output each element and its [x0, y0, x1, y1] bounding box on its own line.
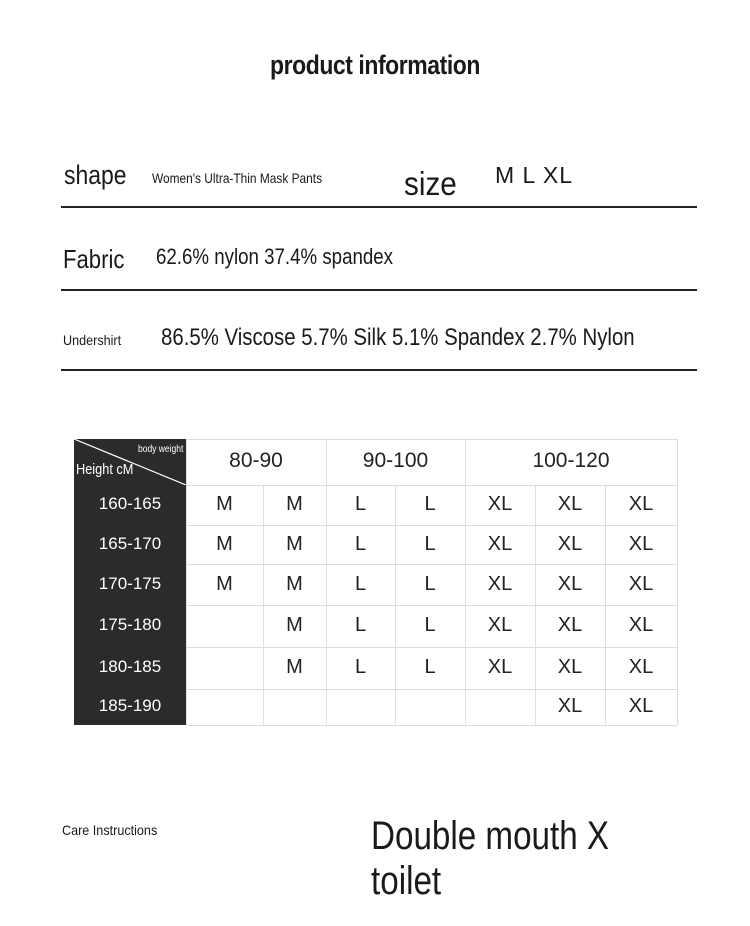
shape-value: Women's Ultra-Thin Mask Pants — [152, 170, 323, 186]
size-cell: XL — [557, 614, 583, 636]
size-cell: M — [286, 572, 303, 595]
care-label: Care Instructions — [62, 822, 158, 838]
grid-line — [677, 439, 678, 725]
size-cell: L — [354, 572, 367, 595]
care-value: Double mouth X toilet — [371, 814, 610, 903]
size-label: size — [404, 165, 457, 202]
grid-line — [535, 485, 536, 725]
size-cell: XL — [557, 532, 583, 555]
height-label: 165-170 — [98, 533, 162, 553]
undershirt-value: 86.5% Viscose 5.7% Silk 5.1% Spandex 2.7% Nylon — [161, 324, 635, 351]
size-cell: XL — [487, 614, 513, 636]
grid-line — [186, 689, 677, 690]
grid-line — [186, 525, 677, 526]
size-cell: L — [354, 532, 367, 555]
grid-line — [186, 605, 677, 606]
size-cell: XL — [557, 695, 583, 717]
height-label: 175-180 — [98, 615, 162, 634]
weight-range-header: 90-100 — [362, 449, 429, 472]
weight-range-header: 80-90 — [229, 449, 283, 472]
grid-line — [186, 647, 677, 648]
size-cell: L — [424, 614, 436, 636]
size-cell: XL — [628, 656, 654, 678]
size-cell: M — [286, 532, 303, 555]
size-cell: M — [216, 572, 233, 595]
size-cell: XL — [628, 532, 654, 555]
height-label: 160-165 — [98, 494, 162, 513]
size-cell: XL — [557, 493, 583, 515]
size-cell: L — [354, 614, 367, 636]
divider — [61, 369, 697, 371]
grid-line — [186, 439, 677, 440]
divider — [61, 289, 697, 291]
undershirt-label: Undershirt — [63, 332, 122, 348]
weight-range-header: 100-120 — [532, 449, 610, 472]
size-cell: XL — [628, 695, 654, 717]
size-cell: XL — [487, 493, 513, 515]
size-cell: L — [424, 572, 436, 595]
size-cell: M — [286, 493, 303, 515]
size-chart — [74, 439, 677, 725]
height-label: 185-190 — [98, 696, 162, 715]
grid-line — [395, 485, 396, 725]
height-column — [74, 439, 186, 725]
size-cell: L — [354, 493, 367, 515]
divider — [61, 206, 697, 208]
corner-height-label: Height cM — [76, 461, 134, 478]
size-cell: L — [424, 493, 436, 515]
size-value: M L XL — [495, 162, 574, 188]
size-cell: M — [286, 656, 303, 678]
corner-weight-label: body weight — [138, 444, 184, 455]
grid-line — [186, 564, 677, 565]
size-cell: XL — [487, 532, 513, 555]
fabric-label: Fabric — [63, 244, 125, 274]
grid-line — [263, 485, 264, 725]
grid-line — [605, 485, 606, 725]
size-cell: XL — [487, 572, 513, 595]
height-label: 170-175 — [98, 573, 162, 593]
size-cell: M — [286, 614, 303, 636]
page-title: product information — [270, 50, 480, 80]
size-cell: L — [424, 656, 436, 678]
size-cell: L — [354, 656, 367, 678]
height-label: 180-185 — [98, 657, 162, 676]
size-cell: XL — [628, 614, 654, 636]
size-cell: L — [424, 532, 436, 555]
size-cell: XL — [628, 572, 654, 595]
size-cell: M — [216, 532, 233, 555]
size-cell: XL — [628, 493, 654, 515]
size-cell: XL — [557, 572, 583, 595]
size-cell: M — [216, 493, 233, 515]
size-cell: XL — [487, 656, 513, 678]
grid-line — [186, 725, 677, 726]
grid-line — [186, 485, 677, 486]
corner-cell — [74, 439, 186, 485]
shape-label: shape — [64, 160, 127, 190]
size-cell: XL — [557, 656, 583, 678]
fabric-value: 62.6% nylon 37.4% spandex — [156, 244, 394, 269]
